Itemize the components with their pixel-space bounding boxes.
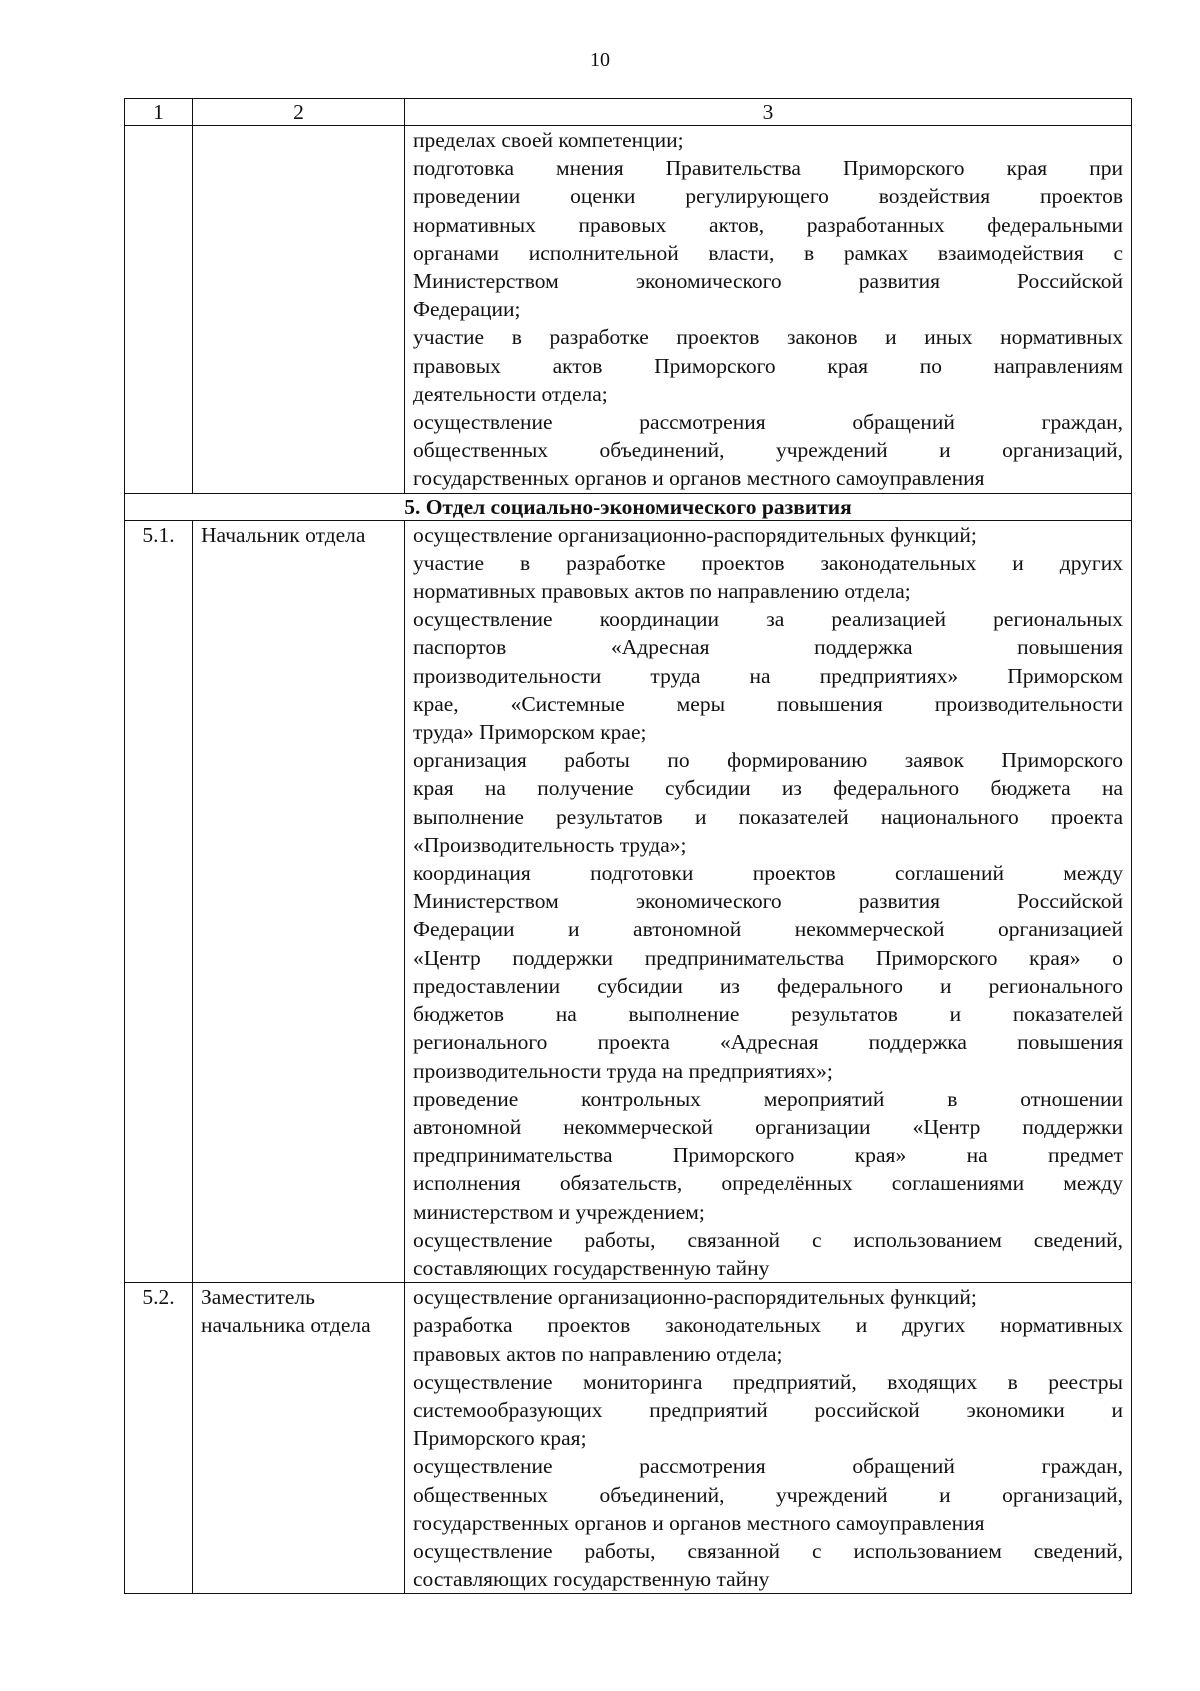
table-row — [125, 126, 1132, 494]
duty-line: паспортов «Адресная поддержка повышения — [413, 635, 1123, 660]
duties-cell — [405, 1283, 1132, 1594]
duty-line: «Центр поддержки предпринимательства Приморского края» о — [413, 945, 1123, 970]
duty-line: осуществление организационно-распорядительных функций; — [413, 1285, 977, 1310]
duty-line: осуществление работы, связанной с использованием сведений, — [413, 1227, 1123, 1252]
duty-line: координация подготовки проектов соглашений между — [413, 861, 1123, 886]
duty-line: предпринимательства Приморского края» на предмет — [413, 1143, 1123, 1168]
duty-line: организация работы по формированию заявок Приморского — [413, 748, 1123, 773]
duty-line: края на получение субсидии из федерального бюджета на — [413, 776, 1123, 801]
header-col-3: 3 — [405, 99, 1132, 126]
duty-line: Федерации и автономной некоммерческой организацией — [413, 917, 1123, 942]
duty-line: выполнение результатов и показателей национального проекта — [413, 804, 1123, 829]
position-title: Заместитель начальника отдела — [193, 1283, 405, 1594]
duty-line: Министерством экономического развития Российской — [413, 269, 1123, 294]
duty-line: проведение контрольных мероприятий в отношении — [413, 1086, 1123, 1111]
position-title: Начальник отдела — [193, 520, 405, 1282]
duty-line: Министерством экономического развития Российской — [413, 889, 1123, 914]
duty-line: правовых актов Приморского края по направлениям — [413, 353, 1123, 378]
duty-line: правовых актов по направлению отдела; — [413, 1341, 783, 1366]
duty-line: системообразующих предприятий российской экономики и — [413, 1397, 1123, 1422]
duty-line: осуществление рассмотрения обращений граждан, — [413, 1454, 1123, 1479]
duty-line: предоставлении субсидии из федерального и регионального — [413, 973, 1123, 998]
duty-line: пределах своей компетенции; — [413, 128, 684, 152]
table-header-row — [125, 99, 1132, 126]
page-number: 10 — [590, 49, 610, 71]
duty-line: подготовка мнения Правительства Приморского края при — [413, 156, 1123, 181]
row-number — [125, 126, 193, 494]
duty-line: государственных органов и органов местного самоуправления — [413, 466, 985, 491]
duty-line: осуществление мониторинга предприятий, входящих в реестры — [413, 1369, 1123, 1394]
duty-line: разработка проектов законодательных и других нормативных — [413, 1313, 1123, 1338]
duty-line: регионального проекта «Адресная поддержка повышения — [413, 1030, 1123, 1055]
section-title: 5. Отдел социально-экономического развития — [125, 493, 1132, 520]
duty-line: участие в разработке проектов законодательных и других — [413, 550, 1123, 575]
duty-line: проведении оценки регулирующего воздействия проектов — [413, 184, 1123, 209]
duty-line: Федерации; — [413, 297, 521, 322]
duty-line: нормативных правовых актов, разработанных федеральными — [413, 212, 1123, 237]
duty-line: государственных органов и органов местного самоуправления — [413, 1510, 985, 1535]
duty-line: крае, «Системные меры повышения производительности — [413, 691, 1123, 716]
duty-line: производительности труда на предприятиях» Приморском — [413, 663, 1123, 688]
duties-cell — [405, 520, 1132, 1282]
section-row — [125, 493, 1132, 520]
duty-line: министерством и учреждением; — [413, 1199, 705, 1224]
duty-line: общественных объединений, учреждений и организаций, — [413, 438, 1123, 463]
duty-line: составляющих государственную тайну — [413, 1567, 770, 1592]
duty-line: общественных объединений, учреждений и организаций, — [413, 1482, 1123, 1507]
duties-cell — [405, 126, 1132, 494]
position-title — [193, 126, 405, 494]
duty-line: деятельности отдела; — [413, 381, 608, 406]
duty-line: Приморского края; — [413, 1426, 587, 1451]
row-number: 5.1. — [125, 520, 193, 1282]
duty-line: производительности труда на предприятиях»; — [413, 1058, 833, 1083]
header-col-1: 1 — [125, 99, 193, 126]
duty-line: составляющих государственную тайну — [413, 1255, 770, 1280]
row-number: 5.2. — [125, 1283, 193, 1594]
duty-line: органами исполнительной власти, в рамках взаимодействия с — [413, 240, 1123, 265]
duty-line: осуществление координации за реализацией региональных — [413, 607, 1123, 632]
duty-line: осуществление рассмотрения обращений граждан, — [413, 410, 1123, 435]
duty-line: нормативных правовых актов по направлению отдела; — [413, 579, 911, 604]
duty-line: труда» Приморском крае; — [413, 720, 647, 745]
duty-line: бюджетов на выполнение результатов и показателей — [413, 1002, 1123, 1027]
duty-line: «Производительность труда»; — [413, 832, 687, 857]
duty-line: автономной некоммерческой организации «Центр поддержки — [413, 1114, 1123, 1139]
table-row — [125, 520, 1132, 1282]
duty-line: участие в разработке проектов законов и иных нормативных — [413, 325, 1123, 350]
table-row — [125, 1283, 1132, 1594]
duty-line: исполнения обязательств, определённых соглашениями между — [413, 1171, 1123, 1196]
functions-table — [124, 98, 1132, 1594]
duty-line: осуществление работы, связанной с использованием сведений, — [413, 1538, 1123, 1563]
duty-line: осуществление организационно-распорядительных функций; — [413, 522, 977, 547]
header-col-2: 2 — [193, 99, 405, 126]
